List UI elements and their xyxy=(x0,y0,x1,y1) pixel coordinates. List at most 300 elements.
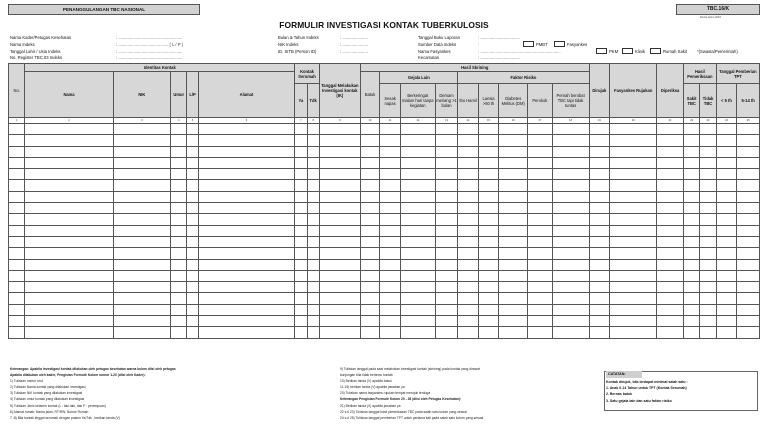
table-cell[interactable] xyxy=(113,270,170,281)
table-cell[interactable] xyxy=(528,169,553,180)
table-cell[interactable] xyxy=(683,135,699,146)
table-cell[interactable] xyxy=(435,270,458,281)
table-cell[interactable] xyxy=(171,135,187,146)
table-cell[interactable] xyxy=(171,316,187,327)
table-cell[interactable] xyxy=(499,135,528,146)
table-cell[interactable] xyxy=(171,270,187,281)
table-cell[interactable] xyxy=(380,203,401,214)
table-cell[interactable] xyxy=(499,327,528,338)
table-cell[interactable] xyxy=(360,146,379,157)
table-cell[interactable] xyxy=(610,282,657,293)
table-cell[interactable] xyxy=(435,157,458,168)
table-cell[interactable] xyxy=(360,225,379,236)
table-cell[interactable] xyxy=(307,316,319,327)
table-cell[interactable] xyxy=(380,169,401,180)
table-cell[interactable] xyxy=(478,248,499,259)
table-cell[interactable] xyxy=(478,146,499,157)
table-cell[interactable] xyxy=(319,225,360,236)
table-cell[interactable] xyxy=(716,169,737,180)
table-cell[interactable] xyxy=(478,259,499,270)
table-cell[interactable] xyxy=(25,248,113,259)
table-cell[interactable] xyxy=(380,293,401,304)
table-cell[interactable] xyxy=(9,135,25,146)
table-cell[interactable] xyxy=(198,180,294,191)
table-cell[interactable] xyxy=(171,146,187,157)
table-cell[interactable] xyxy=(478,169,499,180)
table-cell[interactable] xyxy=(716,191,737,202)
table-cell[interactable] xyxy=(319,282,360,293)
table-cell[interactable] xyxy=(198,214,294,225)
table-cell[interactable] xyxy=(295,304,307,315)
table-cell[interactable] xyxy=(198,327,294,338)
table-cell[interactable] xyxy=(113,203,170,214)
table-cell[interactable] xyxy=(610,236,657,247)
table-cell[interactable] xyxy=(400,259,435,270)
table-cell[interactable] xyxy=(307,124,319,135)
table-cell[interactable] xyxy=(380,146,401,157)
table-cell[interactable] xyxy=(113,304,170,315)
table-cell[interactable] xyxy=(25,270,113,281)
table-cell[interactable] xyxy=(499,236,528,247)
table-cell[interactable] xyxy=(737,248,760,259)
table-cell[interactable] xyxy=(458,304,479,315)
table-cell[interactable] xyxy=(400,135,435,146)
table-cell[interactable] xyxy=(187,327,198,338)
table-cell[interactable] xyxy=(319,259,360,270)
nik-indeks-field[interactable]: : ...................... xyxy=(340,42,368,47)
table-cell[interactable] xyxy=(25,282,113,293)
table-cell[interactable] xyxy=(716,248,737,259)
table-cell[interactable] xyxy=(657,157,684,168)
table-cell[interactable] xyxy=(610,225,657,236)
table-cell[interactable] xyxy=(380,270,401,281)
table-cell[interactable] xyxy=(700,214,716,225)
table-cell[interactable] xyxy=(528,316,553,327)
kader-field[interactable]: : ....................................................... xyxy=(116,35,183,40)
table-cell[interactable] xyxy=(700,180,716,191)
table-cell[interactable] xyxy=(683,248,699,259)
table-cell[interactable] xyxy=(400,248,435,259)
table-cell[interactable] xyxy=(528,135,553,146)
table-cell[interactable] xyxy=(435,203,458,214)
table-cell[interactable] xyxy=(9,316,25,327)
table-cell[interactable] xyxy=(187,304,198,315)
table-cell[interactable] xyxy=(589,180,610,191)
table-cell[interactable] xyxy=(171,124,187,135)
table-cell[interactable] xyxy=(499,214,528,225)
table-cell[interactable] xyxy=(171,248,187,259)
table-cell[interactable] xyxy=(360,316,379,327)
table-cell[interactable] xyxy=(319,191,360,202)
table-cell[interactable] xyxy=(610,203,657,214)
table-cell[interactable] xyxy=(657,203,684,214)
table-cell[interactable] xyxy=(478,304,499,315)
table-cell[interactable] xyxy=(610,304,657,315)
table-cell[interactable] xyxy=(187,135,198,146)
table-cell[interactable] xyxy=(552,316,589,327)
table-cell[interactable] xyxy=(307,203,319,214)
table-cell[interactable] xyxy=(187,236,198,247)
nama-fasyankes-field[interactable]: : ..................................................................... xyxy=(478,49,561,54)
table-cell[interactable] xyxy=(113,293,170,304)
table-cell[interactable] xyxy=(400,327,435,338)
table-cell[interactable] xyxy=(25,225,113,236)
table-cell[interactable] xyxy=(25,157,113,168)
table-cell[interactable] xyxy=(113,236,170,247)
table-cell[interactable] xyxy=(458,327,479,338)
table-cell[interactable] xyxy=(198,293,294,304)
table-cell[interactable] xyxy=(700,135,716,146)
table-cell[interactable] xyxy=(700,293,716,304)
table-cell[interactable] xyxy=(683,203,699,214)
table-cell[interactable] xyxy=(610,169,657,180)
table-cell[interactable] xyxy=(657,191,684,202)
table-cell[interactable] xyxy=(9,270,25,281)
table-cell[interactable] xyxy=(552,304,589,315)
pmbt-checkbox[interactable] xyxy=(523,41,534,47)
table-cell[interactable] xyxy=(307,270,319,281)
table-cell[interactable] xyxy=(478,270,499,281)
table-cell[interactable] xyxy=(610,248,657,259)
table-cell[interactable] xyxy=(307,146,319,157)
table-cell[interactable] xyxy=(737,282,760,293)
table-cell[interactable] xyxy=(737,124,760,135)
table-cell[interactable] xyxy=(499,191,528,202)
table-cell[interactable] xyxy=(307,180,319,191)
table-cell[interactable] xyxy=(552,203,589,214)
table-cell[interactable] xyxy=(683,304,699,315)
table-cell[interactable] xyxy=(307,282,319,293)
table-cell[interactable] xyxy=(683,146,699,157)
table-cell[interactable] xyxy=(478,180,499,191)
table-cell[interactable] xyxy=(360,214,379,225)
table-cell[interactable] xyxy=(499,146,528,157)
table-cell[interactable] xyxy=(478,236,499,247)
table-cell[interactable] xyxy=(360,293,379,304)
table-cell[interactable] xyxy=(9,259,25,270)
table-cell[interactable] xyxy=(25,293,113,304)
table-cell[interactable] xyxy=(187,169,198,180)
table-cell[interactable] xyxy=(319,316,360,327)
table-cell[interactable] xyxy=(458,135,479,146)
table-cell[interactable] xyxy=(295,225,307,236)
table-cell[interactable] xyxy=(458,191,479,202)
table-cell[interactable] xyxy=(478,316,499,327)
table-cell[interactable] xyxy=(380,259,401,270)
table-cell[interactable] xyxy=(552,327,589,338)
table-cell[interactable] xyxy=(589,236,610,247)
table-cell[interactable] xyxy=(700,157,716,168)
table-cell[interactable] xyxy=(307,248,319,259)
table-cell[interactable] xyxy=(113,214,170,225)
table-cell[interactable] xyxy=(9,124,25,135)
table-cell[interactable] xyxy=(589,248,610,259)
table-cell[interactable] xyxy=(400,180,435,191)
table-cell[interactable] xyxy=(478,124,499,135)
table-cell[interactable] xyxy=(458,214,479,225)
table-cell[interactable] xyxy=(380,225,401,236)
table-cell[interactable] xyxy=(319,293,360,304)
table-cell[interactable] xyxy=(198,282,294,293)
rumah-sakit-checkbox[interactable] xyxy=(650,48,661,54)
table-cell[interactable] xyxy=(610,146,657,157)
table-cell[interactable] xyxy=(478,191,499,202)
table-cell[interactable] xyxy=(589,169,610,180)
table-cell[interactable] xyxy=(171,169,187,180)
table-cell[interactable] xyxy=(737,236,760,247)
table-cell[interactable] xyxy=(657,270,684,281)
table-cell[interactable] xyxy=(435,146,458,157)
table-cell[interactable] xyxy=(400,124,435,135)
table-cell[interactable] xyxy=(295,282,307,293)
table-cell[interactable] xyxy=(360,203,379,214)
table-cell[interactable] xyxy=(499,157,528,168)
table-cell[interactable] xyxy=(380,248,401,259)
table-cell[interactable] xyxy=(9,157,25,168)
table-cell[interactable] xyxy=(683,225,699,236)
table-cell[interactable] xyxy=(9,203,25,214)
table-cell[interactable] xyxy=(589,316,610,327)
table-cell[interactable] xyxy=(295,180,307,191)
table-cell[interactable] xyxy=(380,124,401,135)
table-cell[interactable] xyxy=(716,259,737,270)
table-cell[interactable] xyxy=(295,236,307,247)
table-cell[interactable] xyxy=(9,282,25,293)
table-cell[interactable] xyxy=(187,225,198,236)
table-cell[interactable] xyxy=(198,270,294,281)
table-cell[interactable] xyxy=(360,180,379,191)
table-cell[interactable] xyxy=(435,180,458,191)
table-cell[interactable] xyxy=(478,225,499,236)
table-cell[interactable] xyxy=(499,124,528,135)
table-cell[interactable] xyxy=(435,236,458,247)
table-cell[interactable] xyxy=(435,259,458,270)
table-cell[interactable] xyxy=(552,225,589,236)
table-cell[interactable] xyxy=(25,214,113,225)
table-cell[interactable] xyxy=(589,203,610,214)
table-cell[interactable] xyxy=(499,270,528,281)
table-cell[interactable] xyxy=(307,169,319,180)
table-cell[interactable] xyxy=(737,225,760,236)
table-cell[interactable] xyxy=(610,316,657,327)
table-cell[interactable] xyxy=(198,146,294,157)
table-cell[interactable] xyxy=(9,180,25,191)
table-cell[interactable] xyxy=(295,327,307,338)
table-cell[interactable] xyxy=(171,259,187,270)
tanggal-buku-field[interactable]: : .................................. xyxy=(478,35,520,40)
table-cell[interactable] xyxy=(25,327,113,338)
table-cell[interactable] xyxy=(552,293,589,304)
table-cell[interactable] xyxy=(9,304,25,315)
table-cell[interactable] xyxy=(400,146,435,157)
table-cell[interactable] xyxy=(478,214,499,225)
table-cell[interactable] xyxy=(360,282,379,293)
table-cell[interactable] xyxy=(458,146,479,157)
table-cell[interactable] xyxy=(295,146,307,157)
table-cell[interactable] xyxy=(198,169,294,180)
table-cell[interactable] xyxy=(360,157,379,168)
table-cell[interactable] xyxy=(400,304,435,315)
table-cell[interactable] xyxy=(589,225,610,236)
table-cell[interactable] xyxy=(528,304,553,315)
table-cell[interactable] xyxy=(187,146,198,157)
table-cell[interactable] xyxy=(552,146,589,157)
table-cell[interactable] xyxy=(400,191,435,202)
table-cell[interactable] xyxy=(9,169,25,180)
table-cell[interactable] xyxy=(198,203,294,214)
table-cell[interactable] xyxy=(657,169,684,180)
table-cell[interactable] xyxy=(295,124,307,135)
table-cell[interactable] xyxy=(528,259,553,270)
table-cell[interactable] xyxy=(295,135,307,146)
table-cell[interactable] xyxy=(737,304,760,315)
table-cell[interactable] xyxy=(657,180,684,191)
table-cell[interactable] xyxy=(657,236,684,247)
table-cell[interactable] xyxy=(499,259,528,270)
table-cell[interactable] xyxy=(716,135,737,146)
table-cell[interactable] xyxy=(400,203,435,214)
table-cell[interactable] xyxy=(716,157,737,168)
table-cell[interactable] xyxy=(435,293,458,304)
table-cell[interactable] xyxy=(380,304,401,315)
table-cell[interactable] xyxy=(716,327,737,338)
table-cell[interactable] xyxy=(737,191,760,202)
table-cell[interactable] xyxy=(435,248,458,259)
table-cell[interactable] xyxy=(528,270,553,281)
table-cell[interactable] xyxy=(589,191,610,202)
table-cell[interactable] xyxy=(25,191,113,202)
table-cell[interactable] xyxy=(9,225,25,236)
table-cell[interactable] xyxy=(360,135,379,146)
table-cell[interactable] xyxy=(683,157,699,168)
table-cell[interactable] xyxy=(716,236,737,247)
table-cell[interactable] xyxy=(171,236,187,247)
table-cell[interactable] xyxy=(458,293,479,304)
table-cell[interactable] xyxy=(458,157,479,168)
table-cell[interactable] xyxy=(113,259,170,270)
nama-indeks-field[interactable]: : ........................................... ( L / P ) xyxy=(116,42,184,47)
table-cell[interactable] xyxy=(295,270,307,281)
table-cell[interactable] xyxy=(458,316,479,327)
table-cell[interactable] xyxy=(25,203,113,214)
table-cell[interactable] xyxy=(307,304,319,315)
table-cell[interactable] xyxy=(435,225,458,236)
table-cell[interactable] xyxy=(435,327,458,338)
table-cell[interactable] xyxy=(657,225,684,236)
table-cell[interactable] xyxy=(700,236,716,247)
table-cell[interactable] xyxy=(589,124,610,135)
table-cell[interactable] xyxy=(435,124,458,135)
table-cell[interactable] xyxy=(610,259,657,270)
table-cell[interactable] xyxy=(737,214,760,225)
table-cell[interactable] xyxy=(610,293,657,304)
table-cell[interactable] xyxy=(737,203,760,214)
table-cell[interactable] xyxy=(657,316,684,327)
table-cell[interactable] xyxy=(113,327,170,338)
id-sitb-field[interactable]: : ...................... xyxy=(340,49,368,54)
table-cell[interactable] xyxy=(716,304,737,315)
table-cell[interactable] xyxy=(307,327,319,338)
table-cell[interactable] xyxy=(400,236,435,247)
table-cell[interactable] xyxy=(499,248,528,259)
table-cell[interactable] xyxy=(528,248,553,259)
table-cell[interactable] xyxy=(319,135,360,146)
table-cell[interactable] xyxy=(499,225,528,236)
table-cell[interactable] xyxy=(360,248,379,259)
table-cell[interactable] xyxy=(528,214,553,225)
table-cell[interactable] xyxy=(716,203,737,214)
table-cell[interactable] xyxy=(380,316,401,327)
table-cell[interactable] xyxy=(295,191,307,202)
table-cell[interactable] xyxy=(528,327,553,338)
table-cell[interactable] xyxy=(589,304,610,315)
table-cell[interactable] xyxy=(657,135,684,146)
table-cell[interactable] xyxy=(683,270,699,281)
table-cell[interactable] xyxy=(380,191,401,202)
table-cell[interactable] xyxy=(198,248,294,259)
table-cell[interactable] xyxy=(499,304,528,315)
table-cell[interactable] xyxy=(589,293,610,304)
no-register-field[interactable]: : ....................................................... xyxy=(116,55,183,60)
table-cell[interactable] xyxy=(9,293,25,304)
table-cell[interactable] xyxy=(458,169,479,180)
table-cell[interactable] xyxy=(307,259,319,270)
table-cell[interactable] xyxy=(400,282,435,293)
table-cell[interactable] xyxy=(610,180,657,191)
table-cell[interactable] xyxy=(683,316,699,327)
table-cell[interactable] xyxy=(552,236,589,247)
table-cell[interactable] xyxy=(171,225,187,236)
table-cell[interactable] xyxy=(589,135,610,146)
table-cell[interactable] xyxy=(589,259,610,270)
table-cell[interactable] xyxy=(610,191,657,202)
table-cell[interactable] xyxy=(683,327,699,338)
table-cell[interactable] xyxy=(360,124,379,135)
table-cell[interactable] xyxy=(589,270,610,281)
klinik-checkbox[interactable] xyxy=(622,48,633,54)
table-cell[interactable] xyxy=(528,180,553,191)
table-cell[interactable] xyxy=(295,157,307,168)
table-cell[interactable] xyxy=(435,135,458,146)
table-cell[interactable] xyxy=(187,293,198,304)
bulan-tahun-field[interactable]: : ...................... xyxy=(340,35,368,40)
table-cell[interactable] xyxy=(198,259,294,270)
table-cell[interactable] xyxy=(25,180,113,191)
table-cell[interactable] xyxy=(187,180,198,191)
table-cell[interactable] xyxy=(113,169,170,180)
table-cell[interactable] xyxy=(610,157,657,168)
table-cell[interactable] xyxy=(307,135,319,146)
table-cell[interactable] xyxy=(700,146,716,157)
table-cell[interactable] xyxy=(716,282,737,293)
table-cell[interactable] xyxy=(380,327,401,338)
table-cell[interactable] xyxy=(716,180,737,191)
table-cell[interactable] xyxy=(9,191,25,202)
table-cell[interactable] xyxy=(683,293,699,304)
table-cell[interactable] xyxy=(380,135,401,146)
table-cell[interactable] xyxy=(25,135,113,146)
table-cell[interactable] xyxy=(295,259,307,270)
table-cell[interactable] xyxy=(458,259,479,270)
table-cell[interactable] xyxy=(700,304,716,315)
table-cell[interactable] xyxy=(657,124,684,135)
table-cell[interactable] xyxy=(171,191,187,202)
table-cell[interactable] xyxy=(683,169,699,180)
table-cell[interactable] xyxy=(458,236,479,247)
table-cell[interactable] xyxy=(319,169,360,180)
table-cell[interactable] xyxy=(25,259,113,270)
table-cell[interactable] xyxy=(700,124,716,135)
